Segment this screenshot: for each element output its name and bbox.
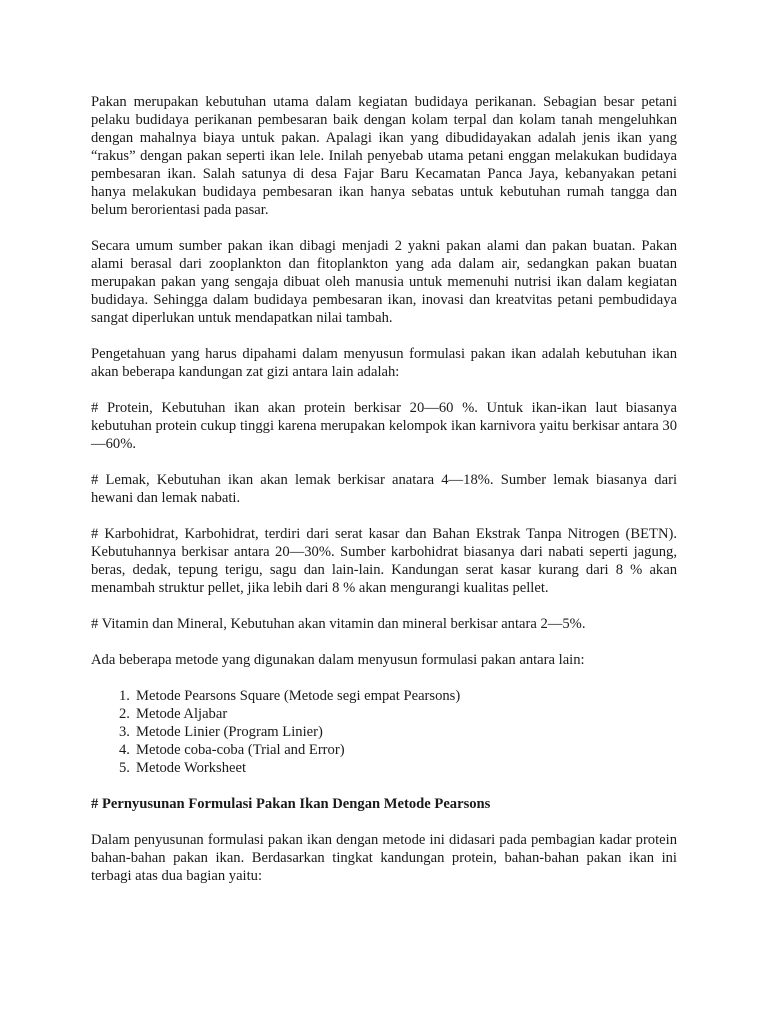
paragraph-pearsons-method: Dalam penyusunan formulasi pakan ikan dengan metode ini didasari pada pembagian kadar protein bahan-bahan pakan ikan. Berdasarkan tingkat kandungan protein, bahan-bahan pakan ikan ini terbagi atas dua bagian yaitu: [91,832,677,884]
list-item [91,723,677,741]
paragraph-intro: Pakan merupakan kebutuhan utama dalam kegiatan budidaya perikanan. Sebagian besar petani pelaku budidaya perikanan pembesaran baik dengan kolam terpal dan kolam tanah mengeluhkan dengan mahalnya biaya untuk pakan. Apalagi ikan yang dibudidayakan adalah jenis ikan yang “rakus” dengan pakan seperti ikan lele. Inilah penyebab utama petani enggan melakukan budidaya pembesaran ikan. Salah satunya di desa Fajar Baru Kecamatan Panca Jaya, kebanyakan petani hanya melakukan budidaya pembesaran ikan hanya sebatas untuk kebutuhan rumah tangga dan belum berorientasi pada pasar. [91,94,677,218]
list-item-number: 3. [119,724,130,740]
list-item-label: Metode Linier (Program Linier) [136,724,323,740]
paragraph-feed-sources: Secara umum sumber pakan ikan dibagi menjadi 2 yakni pakan alami dan pakan buatan. Pakan alami berasal dari zooplankton dan fitoplankton yang ada dalam air, sedangkan pakan buatan merupakan pakan yang sengaja dibuat oleh manusia untuk memenuhi nutrisi ikan dalam kegiatan budidaya. Sehingga dalam budidaya pembesaran ikan, inovasi dan kreatvitas petani pembudidaya sangat diperlukan untuk mendapatkan nilai tambah. [91,238,677,326]
list-item [91,759,677,777]
methods-list [91,687,677,777]
paragraph-protein: # Protein, Kebutuhan ikan akan protein berkisar 20—60 %. Untuk ikan-ikan laut biasanya kebutuhan protein cukup tinggi karena merupakan kelompok ikan karnivora yaitu berkisar antara 30—60%. [91,400,677,452]
list-item-label: Metode Aljabar [136,706,228,722]
list-item-label: Metode Worksheet [136,760,247,776]
list-item [91,741,677,759]
paragraph-carbohydrate: # Karbohidrat, Karbohidrat, terdiri dari serat kasar dan Bahan Ekstrak Tanpa Nitrogen (BETN). Kebutuhannya berkisar antara 20—30%. Sumber karbohidrat biasanya dari nabati seperti jagung, beras, dedak, tepung terigu, sagu dan lain-lain. Kandungan serat kasar kurang dari 8 % akan menambah struktur pellet, jika lebih dari 8 % akan mengurangi kualitas pellet. [91,526,677,596]
paragraph-nutrition-knowledge: Pengetahuan yang harus dipahami dalam menyusun formulasi pakan ikan adalah kebutuhan ikan akan beberapa kandungan zat gizi antara lain adalah: [91,346,677,380]
list-item-number: 2. [119,706,130,722]
list-item [91,687,677,705]
paragraph-methods-intro: Ada beberapa metode yang digunakan dalam menyusun formulasi pakan antara lain: [91,652,585,668]
section-heading: # Pernyusunan Formulasi Pakan Ikan Dengan Metode Pearsons [91,796,491,812]
list-item-label: Metode coba-coba (Trial and Error) [136,742,345,758]
list-item-number: 4. [119,742,130,758]
paragraph-fat: # Lemak, Kebutuhan ikan akan lemak berkisar anatara 4—18%. Sumber lemak biasanya dari hewani dan lemak nabati. [91,472,677,506]
list-item-label: Metode Pearsons Square (Metode segi empat Pearsons) [136,688,461,704]
list-item-number: 1. [119,688,130,704]
paragraph-vitamin-mineral: # Vitamin dan Mineral, Kebutuhan akan vitamin dan mineral berkisar antara 2—5%. [91,616,586,632]
list-item [91,705,677,723]
list-item-number: 5. [119,760,130,776]
